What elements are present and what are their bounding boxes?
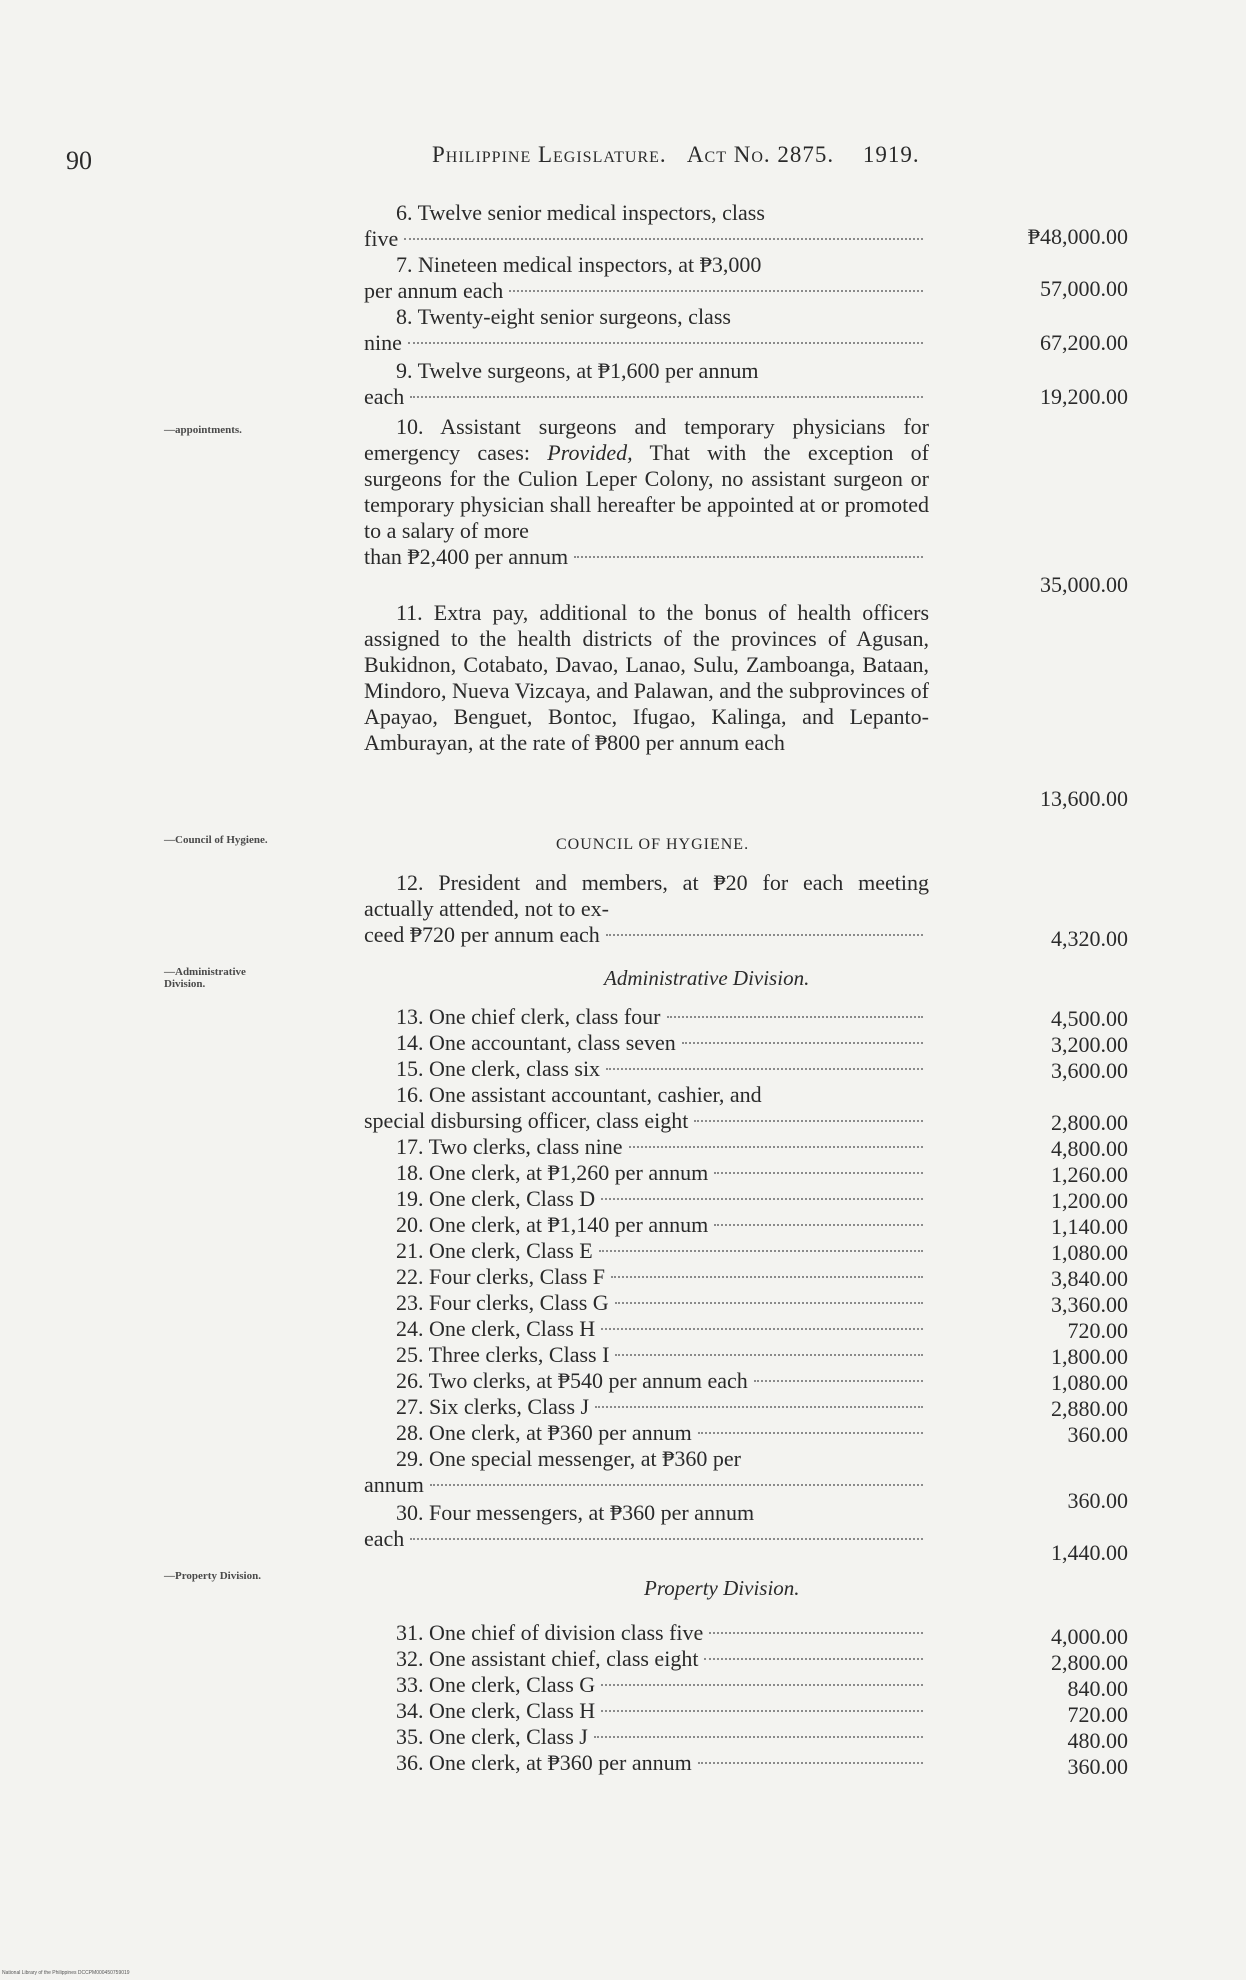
side-note-appointments: —appointments. xyxy=(164,424,242,436)
property-row-35: 35. One clerk, Class J xyxy=(364,1724,929,1750)
admin-row-29: 29. One special messenger, at ₱360 per annum xyxy=(364,1446,929,1498)
admin-row-17: 17. Two clerks, class nine xyxy=(364,1134,929,1160)
item-10-proviso: Provided, xyxy=(547,440,633,465)
admin-row-22: 22. Four clerks, Class F xyxy=(364,1264,929,1290)
admin-amount-30: 1,440.00 xyxy=(1051,1540,1128,1565)
property-row-36: 36. One clerk, at ₱360 per annum xyxy=(364,1750,929,1776)
council-heading: COUNCIL OF HYGIENE. xyxy=(556,836,750,853)
admin-row-18: 18. One clerk, at ₱1,260 per annum xyxy=(364,1160,929,1186)
admin-row-21: 21. One clerk, Class E xyxy=(364,1238,929,1264)
item-11-text: Extra pay, additional to the bonus of health officers assigned to the health districts of the provinces of Agusan, Bukidnon, Cotabato, Davao, Lanao, Sulu, Zamboanga, Bataan, Mindoro, Nueva Vizcaya, and Palawan, and the subprovinces of Apayao, Benguet, Bontoc, Ifugao, Kalinga, and Lepanto-Amburayan, at the rate of ₱800 per annum each xyxy=(364,600,930,755)
admin-row-30: 30. Four messengers, at ₱360 per annum each xyxy=(364,1500,929,1552)
item-6 xyxy=(364,200,929,252)
item-8: 8. Twenty-eight senior surgeons, class nine xyxy=(364,304,929,356)
admin-row-23: 23. Four clerks, Class G xyxy=(364,1290,929,1316)
admin-row-19: 19. One clerk, Class D xyxy=(364,1186,929,1212)
property-amount-36: 360.00 xyxy=(1067,1754,1128,1779)
item-8-first: Twenty-eight senior surgeons, class xyxy=(417,304,731,329)
admin-row-16: 16. One assistant accountant, cashier, and special disbursing officer, class eight xyxy=(364,1082,929,1134)
admin-amount-20: 1,140.00 xyxy=(1051,1214,1128,1239)
item-7-amount: 57,000.00 xyxy=(1040,276,1128,301)
item-9-first: Twelve surgeons, at ₱1,600 per annum xyxy=(417,358,759,383)
item-10: 10. Assistant surgeons and temporary physicians for emergency cases: Provided, That with the exception of surgeons for the Culion Leper Colony, no assistant surgeon or temporary physician shall hereafter be appointed at or promoted to a salary of more than ₱2,400 per annum xyxy=(364,414,929,569)
item-10-amount: 35,000.00 xyxy=(1040,572,1128,597)
admin-row-28: 28. One clerk, at ₱360 per annum xyxy=(364,1420,929,1446)
side-note-council: —Council of Hygiene. xyxy=(164,834,268,846)
item-9-last: each xyxy=(364,384,405,409)
admin-row-26: 26. Two clerks, at ₱540 per annum each xyxy=(364,1368,929,1394)
admin-amount-14: 3,200.00 xyxy=(1051,1032,1128,1057)
admin-row-13: 13. One chief clerk, class four xyxy=(364,1004,929,1030)
admin-amount-18: 1,260.00 xyxy=(1051,1162,1128,1187)
item-7-first: Nineteen medical inspectors, at ₱3,000 xyxy=(418,252,762,277)
admin-amount-15: 3,600.00 xyxy=(1051,1058,1128,1083)
admin-row-24: 24. One clerk, Class H xyxy=(364,1316,929,1342)
item-8-amount: 67,200.00 xyxy=(1040,330,1128,355)
running-head-title: Philippine Legislature. xyxy=(432,142,667,167)
admin-row-14: 14. One accountant, class seven xyxy=(364,1030,929,1056)
item-11-amount: 13,600.00 xyxy=(1040,786,1128,811)
administrative-heading: Administrative Division. xyxy=(604,966,810,990)
admin-row-15: 15. One clerk, class six xyxy=(364,1056,929,1082)
property-row-32: 32. One assistant chief, class eight xyxy=(364,1646,929,1672)
archive-footer: National Library of the Philippines DCCPM000450759019 xyxy=(2,1970,130,1976)
running-head-act: Act No. 2875. xyxy=(686,142,835,167)
item-12-last: ceed ₱720 per annum each xyxy=(364,922,600,947)
item-7-last: per annum each xyxy=(364,278,504,303)
admin-row-25: 25. Three clerks, Class I xyxy=(364,1342,929,1368)
property-row-34: 34. One clerk, Class H xyxy=(364,1698,929,1724)
property-amount-33: 840.00 xyxy=(1067,1676,1128,1701)
admin-amount-17: 4,800.00 xyxy=(1051,1136,1128,1161)
item-6-amount: ₱48,000.00 xyxy=(1027,224,1128,249)
item-12: 12. President and members, at ₱20 for each meeting actually attended, not to ex- ceed ₱720 per annum each xyxy=(364,870,930,947)
item-12-amount: 4,320.00 xyxy=(1051,926,1128,951)
admin-amount-16: 2,800.00 xyxy=(1051,1110,1128,1135)
property-heading: Property Division. xyxy=(644,1576,800,1600)
property-row-33: 33. One clerk, Class G xyxy=(364,1672,929,1698)
admin-amount-28: 360.00 xyxy=(1067,1422,1128,1447)
admin-amount-13: 4,500.00 xyxy=(1051,1006,1128,1031)
item-11: 11. Extra pay, additional to the bonus of health officers assigned to the health districts of the provinces of Agusan, Bukidnon, Cotabato, Davao, Lanao, Sulu, Zamboanga, Bataan, Mindoro, Nueva Vizcaya, and Palawan, and the subprovinces of Apayao, Benguet, Bontoc, Ifugao, Kalinga, and Lepanto-Amburayan, at the rate of ₱800 per annum each xyxy=(364,600,930,755)
running-head xyxy=(432,142,920,168)
item-10-mid: That with the exception of surgeons for the Culion Leper Colony, no assistant surgeon or temporary physician shall hereafter be appointed at or promoted to a salary of more xyxy=(364,440,929,543)
property-amount-34: 720.00 xyxy=(1067,1702,1128,1727)
property-amount-35: 480.00 xyxy=(1067,1728,1128,1753)
admin-amount-29: 360.00 xyxy=(1067,1488,1128,1513)
admin-amount-24: 720.00 xyxy=(1067,1318,1128,1343)
side-note-administrative: —Administrative Division. xyxy=(164,966,246,990)
item-9-amount: 19,200.00 xyxy=(1040,384,1128,409)
item-12-first: President and members, at ₱20 for each meeting actually attended, not to ex- xyxy=(364,870,930,921)
property-amount-31: 4,000.00 xyxy=(1051,1624,1128,1649)
admin-row-27: 27. Six clerks, Class J xyxy=(364,1394,929,1420)
admin-amount-23: 3,360.00 xyxy=(1051,1292,1128,1317)
property-amount-32: 2,800.00 xyxy=(1051,1650,1128,1675)
item-8-last: nine xyxy=(364,330,402,355)
running-head-year: 1919. xyxy=(862,142,920,167)
item-6-first: 6. Twelve senior medical inspectors, class xyxy=(396,200,765,225)
admin-amount-26: 1,080.00 xyxy=(1051,1370,1128,1395)
page-number: 90 xyxy=(66,146,92,175)
property-row-31: 31. One chief of division class five xyxy=(364,1620,929,1646)
item-7: 7. Nineteen medical inspectors, at ₱3,000 per annum each xyxy=(364,252,929,304)
admin-amount-25: 1,800.00 xyxy=(1051,1344,1128,1369)
item-10-last: than ₱2,400 per annum xyxy=(364,544,569,569)
item-9: 9. Twelve surgeons, at ₱1,600 per annum each xyxy=(364,358,929,410)
item-10-first: Assistant surgeons and temporary physicians for emergency cases: xyxy=(364,414,929,465)
item-6-last: five xyxy=(364,226,399,251)
admin-amount-19: 1,200.00 xyxy=(1051,1188,1128,1213)
side-note-property: —Property Division. xyxy=(164,1570,261,1582)
admin-amount-22: 3,840.00 xyxy=(1051,1266,1128,1291)
admin-amount-27: 2,880.00 xyxy=(1051,1396,1128,1421)
admin-amount-21: 1,080.00 xyxy=(1051,1240,1128,1265)
admin-row-20: 20. One clerk, at ₱1,140 per annum xyxy=(364,1212,929,1238)
